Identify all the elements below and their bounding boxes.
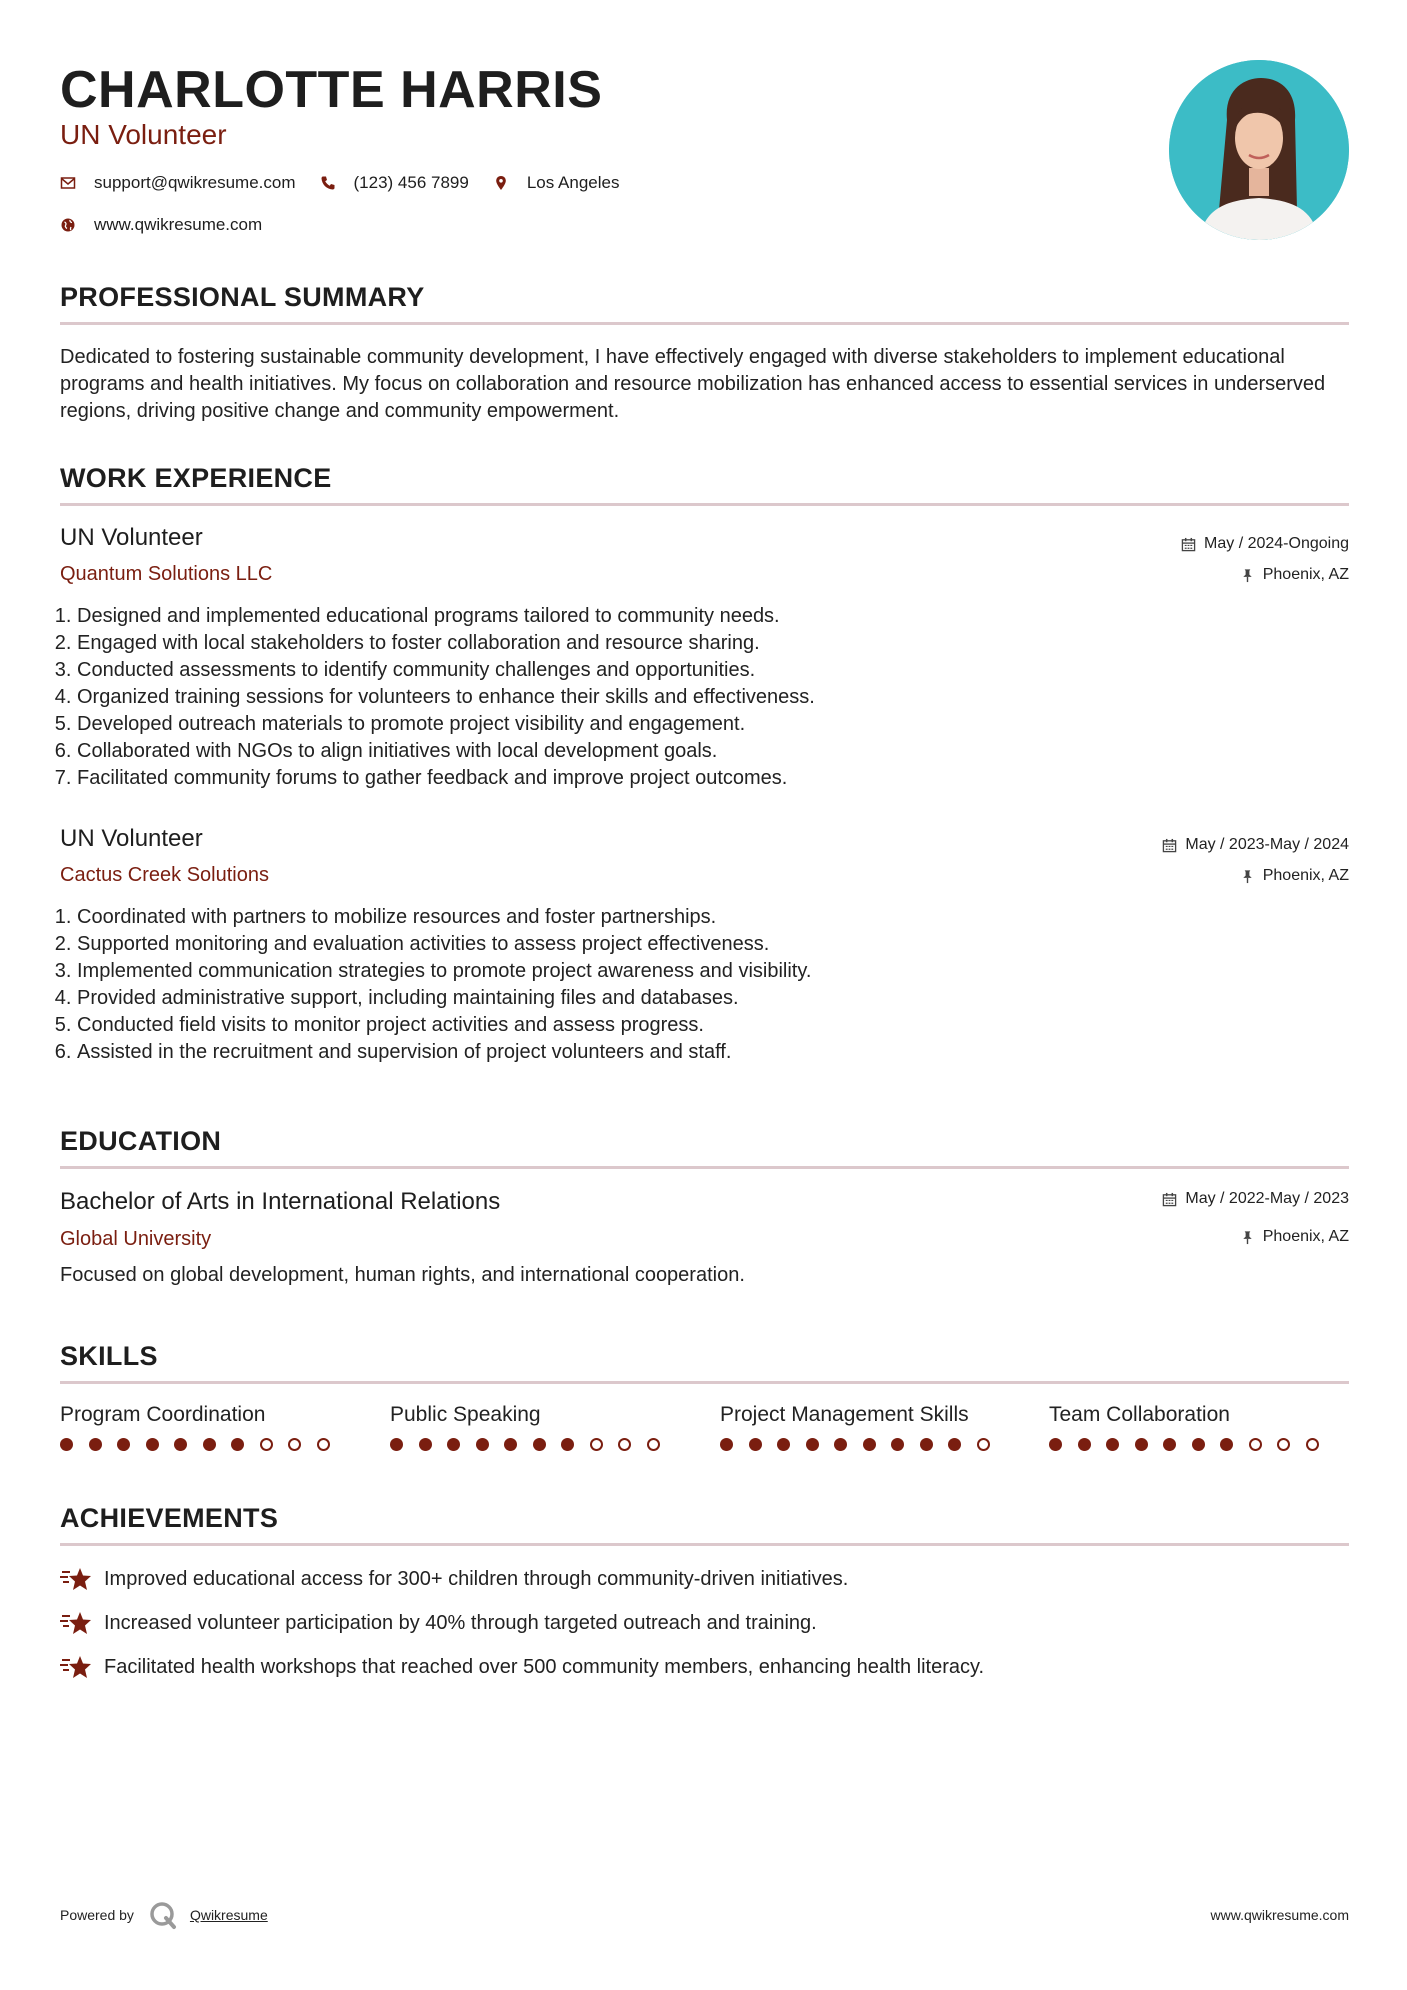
rating-dot-empty — [618, 1438, 631, 1451]
rating-dot-filled — [89, 1438, 102, 1451]
footer-url[interactable]: www.qwikresume.com — [1210, 1907, 1349, 1923]
list-item: 7. Facilitated community forums to gather feedback and improve project outcomes. — [77, 765, 1177, 792]
rating-dot-filled — [60, 1438, 73, 1451]
rating-dot-empty — [647, 1438, 660, 1451]
skills-heading: SKILLS — [60, 1341, 158, 1371]
envelope-icon — [60, 175, 76, 191]
education-description: Focused on global development, human rights, and international cooperation. — [60, 1264, 745, 1286]
rating-dot-empty — [1306, 1438, 1319, 1451]
job-dates — [1181, 534, 1349, 554]
summary-heading: PROFESSIONAL SUMMARY — [60, 282, 425, 312]
rating-dot-empty — [590, 1438, 603, 1451]
achievement-item — [60, 1610, 817, 1636]
rating-dot-filled — [561, 1438, 574, 1451]
contact-email[interactable]: support@qwikresume.com — [94, 173, 296, 192]
rating-dot-filled — [447, 1438, 460, 1451]
rating-dot-filled — [231, 1438, 244, 1451]
star-badge-icon — [60, 1566, 92, 1592]
rating-dot-filled — [834, 1438, 847, 1451]
rating-dot-filled — [1106, 1438, 1119, 1451]
rating-dot-filled — [1163, 1438, 1176, 1451]
education-location-text: Phoenix, AZ — [1262, 1228, 1349, 1245]
contact-phone[interactable]: (123) 456 7899 — [353, 173, 469, 192]
achievement-item — [60, 1654, 984, 1680]
rating-dot-empty — [1249, 1438, 1262, 1451]
rating-dot-filled — [1049, 1438, 1062, 1451]
list-item: 6. Collaborated with NGOs to align initiatives with local development goals. — [77, 738, 1177, 765]
contact-row-primary — [60, 173, 643, 193]
rating-dot-empty — [288, 1438, 301, 1451]
skill-name: Team Collaboration — [1049, 1403, 1230, 1426]
list-item: 5. Conducted field visits to monitor project activities and assess progress. — [77, 1012, 1177, 1039]
skill-name: Program Coordination — [60, 1403, 266, 1426]
resume-page — [60, 0, 1349, 1990]
contact-website[interactable]: www.qwikresume.com — [94, 215, 263, 234]
skill-name: Public Speaking — [390, 1403, 541, 1426]
education-dates — [1162, 1189, 1349, 1209]
contact-location: Los Angeles — [526, 173, 620, 192]
school-name: Global University — [60, 1228, 212, 1250]
list-item: 4. Organized training sessions for volunteers to enhance their skills and effectiveness. — [77, 684, 1177, 711]
rating-dot-filled — [390, 1438, 403, 1451]
phone-icon — [320, 175, 336, 191]
rating-dot-filled — [1192, 1438, 1205, 1451]
rating-dot-filled — [891, 1438, 904, 1451]
job-bullets — [60, 904, 1177, 1066]
rating-dot-filled — [146, 1438, 159, 1451]
rating-dot-filled — [117, 1438, 130, 1451]
experience-divider — [60, 503, 1349, 506]
education-location — [1240, 1227, 1349, 1247]
rating-dot-filled — [504, 1438, 517, 1451]
star-badge-icon — [60, 1610, 92, 1636]
rating-dot-filled — [863, 1438, 876, 1451]
list-item: 2. Engaged with local stakeholders to foster collaboration and resource sharing. — [77, 630, 1177, 657]
star-badge-icon — [60, 1654, 92, 1680]
achievements-divider — [60, 1543, 1349, 1546]
rating-dot-filled — [749, 1438, 762, 1451]
rating-dot-filled — [1220, 1438, 1233, 1451]
achievement-item — [60, 1566, 848, 1592]
rating-dot-filled — [203, 1438, 216, 1451]
education-dates-text: May / 2022-May / 2023 — [1185, 1190, 1349, 1207]
summary-text: Dedicated to fostering sustainable community development, I have effectively engaged with diverse stakeholders to implement educational programs and health initiatives. My focus on collaboration and resource mobilization has enhanced access to essential services in underserved regions, driving positive change and community empowerment. — [60, 346, 1326, 422]
skill-name: Project Management Skills — [720, 1403, 969, 1426]
contact-row-secondary — [60, 215, 286, 235]
qwikresume-logo-icon — [148, 1900, 178, 1930]
job-company: Quantum Solutions LLC — [60, 563, 273, 585]
degree-title: Bachelor of Arts in International Relations — [60, 1188, 501, 1215]
rating-dot-filled — [806, 1438, 819, 1451]
list-item: 6. Assisted in the recruitment and supervision of project volunteers and staff. — [77, 1039, 1177, 1066]
map-pin-icon — [493, 175, 509, 191]
calendar-icon — [1181, 537, 1196, 552]
skill-rating — [60, 1438, 360, 1451]
rating-dot-filled — [1078, 1438, 1091, 1451]
rating-dot-empty — [260, 1438, 273, 1451]
list-item: 1. Coordinated with partners to mobilize resources and foster partnerships. — [77, 904, 1177, 931]
experience-heading: WORK EXPERIENCE — [60, 463, 332, 493]
candidate-role: UN Volunteer — [60, 119, 227, 150]
skill-rating — [390, 1438, 690, 1451]
job-location-text: Phoenix, AZ — [1262, 566, 1349, 583]
job-title: UN Volunteer — [60, 524, 203, 551]
achievements-heading: ACHIEVEMENTS — [60, 1503, 279, 1533]
achievement-text: Increased volunteer participation by 40% through targeted outreach and training. — [104, 1612, 817, 1634]
achievement-text: Improved educational access for 300+ children through community-driven initiatives. — [104, 1568, 849, 1590]
list-item: 1. Designed and implemented educational programs tailored to community needs. — [77, 603, 1177, 630]
profile-photo — [1169, 60, 1349, 240]
skill-item — [390, 1402, 690, 1451]
rating-dot-empty — [317, 1438, 330, 1451]
job-title: UN Volunteer — [60, 825, 203, 852]
job-location-text: Phoenix, AZ — [1262, 867, 1349, 884]
skill-rating — [1049, 1438, 1349, 1451]
rating-dot-filled — [1135, 1438, 1148, 1451]
list-item: 3. Conducted assessments to identify community challenges and opportunities. — [77, 657, 1177, 684]
job-location — [1240, 866, 1349, 886]
achievement-text: Facilitated health workshops that reached over 500 community members, enhancing health literacy. — [104, 1656, 985, 1678]
skill-item — [1049, 1402, 1349, 1451]
skill-item — [60, 1402, 360, 1451]
rating-dot-filled — [920, 1438, 933, 1451]
calendar-icon — [1162, 838, 1177, 853]
skill-rating — [720, 1438, 1020, 1451]
rating-dot-filled — [419, 1438, 432, 1451]
rating-dot-filled — [174, 1438, 187, 1451]
list-item: 4. Provided administrative support, including maintaining files and databases. — [77, 985, 1177, 1012]
powered-by-label: Powered by — [60, 1907, 134, 1923]
list-item: 3. Implemented communication strategies to promote project awareness and visibility. — [77, 958, 1177, 985]
rating-dot-empty — [977, 1438, 990, 1451]
education-heading: EDUCATION — [60, 1126, 222, 1156]
job-dates-text: May / 2024-Ongoing — [1204, 535, 1349, 552]
skills-divider — [60, 1381, 1349, 1384]
list-item: 2. Supported monitoring and evaluation activities to assess project effectiveness. — [77, 931, 1177, 958]
rating-dot-empty — [1277, 1438, 1290, 1451]
footer-powered-by — [60, 1900, 268, 1930]
job-bullets — [60, 603, 1177, 792]
pushpin-icon — [1240, 1230, 1255, 1245]
education-divider — [60, 1166, 1349, 1169]
rating-dot-filled — [777, 1438, 790, 1451]
globe-icon — [60, 217, 76, 233]
job-location — [1240, 565, 1349, 585]
rating-dot-filled — [533, 1438, 546, 1451]
job-dates-text: May / 2023-May / 2024 — [1185, 836, 1349, 853]
summary-divider — [60, 322, 1349, 325]
list-item: 5. Developed outreach materials to promote project visibility and engagement. — [77, 711, 1177, 738]
calendar-icon — [1162, 1192, 1177, 1207]
rating-dot-filled — [476, 1438, 489, 1451]
rating-dot-filled — [720, 1438, 733, 1451]
skill-item — [720, 1402, 1020, 1451]
qwikresume-link[interactable]: Qwikresume — [189, 1907, 268, 1923]
rating-dot-filled — [948, 1438, 961, 1451]
pushpin-icon — [1240, 869, 1255, 884]
pushpin-icon — [1240, 568, 1255, 583]
candidate-name: CHARLOTTE HARRIS — [60, 61, 603, 119]
job-company: Cactus Creek Solutions — [60, 864, 269, 886]
job-dates — [1162, 835, 1349, 855]
